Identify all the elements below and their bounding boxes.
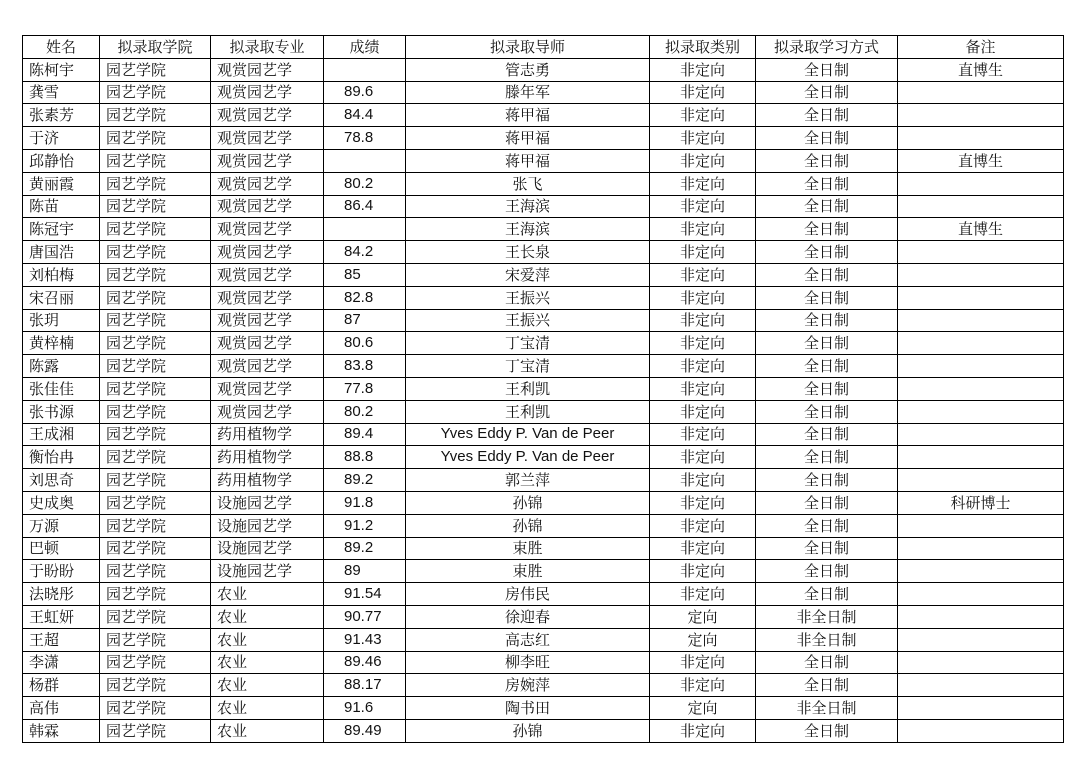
cell-name: 张玥 — [23, 309, 100, 332]
cell-category: 非定向 — [650, 719, 756, 742]
cell-category: 非定向 — [650, 583, 756, 606]
cell-score: 80.2 — [324, 400, 406, 423]
cell-major: 观赏园艺学 — [211, 400, 324, 423]
cell-name: 于济 — [23, 127, 100, 150]
table-row — [23, 491, 1064, 514]
table-row — [23, 355, 1064, 378]
cell-category: 非定向 — [650, 537, 756, 560]
cell-score: 89.2 — [324, 537, 406, 560]
table-row — [23, 104, 1064, 127]
cell-name: 法晓彤 — [23, 583, 100, 606]
cell-advisor: Yves Eddy P. Van de Peer — [406, 446, 650, 469]
cell-study-mode: 全日制 — [756, 286, 898, 309]
cell-remark — [898, 446, 1064, 469]
cell-score: 87 — [324, 309, 406, 332]
table-row — [23, 263, 1064, 286]
table-row — [23, 446, 1064, 469]
cell-study-mode: 全日制 — [756, 58, 898, 81]
cell-study-mode: 全日制 — [756, 400, 898, 423]
cell-remark — [898, 377, 1064, 400]
cell-category: 非定向 — [650, 81, 756, 104]
cell-name: 黄丽霞 — [23, 172, 100, 195]
cell-remark — [898, 241, 1064, 264]
cell-college: 园艺学院 — [100, 172, 211, 195]
header-category: 拟录取类别 — [650, 36, 756, 59]
table-row — [23, 719, 1064, 742]
cell-advisor: Yves Eddy P. Van de Peer — [406, 423, 650, 446]
cell-category: 非定向 — [650, 355, 756, 378]
table-row — [23, 583, 1064, 606]
cell-study-mode: 全日制 — [756, 149, 898, 172]
cell-study-mode: 全日制 — [756, 104, 898, 127]
cell-category: 非定向 — [650, 491, 756, 514]
cell-score: 80.6 — [324, 332, 406, 355]
cell-score: 91.8 — [324, 491, 406, 514]
cell-name: 宋召丽 — [23, 286, 100, 309]
cell-advisor: 王长泉 — [406, 241, 650, 264]
cell-major: 观赏园艺学 — [211, 332, 324, 355]
cell-remark — [898, 127, 1064, 150]
cell-name: 巴顿 — [23, 537, 100, 560]
cell-name: 张佳佳 — [23, 377, 100, 400]
cell-score: 89 — [324, 560, 406, 583]
header-major: 拟录取专业 — [211, 36, 324, 59]
cell-score: 91.43 — [324, 628, 406, 651]
cell-advisor: 孙锦 — [406, 514, 650, 537]
cell-advisor: 蒋甲福 — [406, 127, 650, 150]
cell-college: 园艺学院 — [100, 537, 211, 560]
cell-advisor: 徐迎春 — [406, 605, 650, 628]
cell-study-mode: 全日制 — [756, 514, 898, 537]
cell-category: 非定向 — [650, 446, 756, 469]
cell-major: 观赏园艺学 — [211, 218, 324, 241]
cell-remark — [898, 423, 1064, 446]
cell-remark — [898, 560, 1064, 583]
cell-category: 非定向 — [650, 104, 756, 127]
cell-college: 园艺学院 — [100, 674, 211, 697]
table-row — [23, 651, 1064, 674]
cell-score: 80.2 — [324, 172, 406, 195]
cell-category: 定向 — [650, 697, 756, 720]
cell-score: 90.77 — [324, 605, 406, 628]
cell-name: 黄梓楠 — [23, 332, 100, 355]
cell-study-mode: 全日制 — [756, 263, 898, 286]
cell-college: 园艺学院 — [100, 58, 211, 81]
cell-category: 非定向 — [650, 514, 756, 537]
cell-major: 设施园艺学 — [211, 514, 324, 537]
cell-advisor: 滕年军 — [406, 81, 650, 104]
cell-college: 园艺学院 — [100, 560, 211, 583]
table-row — [23, 218, 1064, 241]
cell-study-mode: 全日制 — [756, 423, 898, 446]
cell-major: 观赏园艺学 — [211, 286, 324, 309]
cell-name: 王超 — [23, 628, 100, 651]
cell-advisor: 蒋甲福 — [406, 149, 650, 172]
cell-college: 园艺学院 — [100, 469, 211, 492]
table-row — [23, 309, 1064, 332]
cell-remark — [898, 195, 1064, 218]
cell-score: 89.6 — [324, 81, 406, 104]
cell-study-mode: 全日制 — [756, 491, 898, 514]
cell-score — [324, 149, 406, 172]
table-row — [23, 514, 1064, 537]
cell-remark — [898, 537, 1064, 560]
cell-college: 园艺学院 — [100, 583, 211, 606]
cell-study-mode: 非全日制 — [756, 628, 898, 651]
cell-remark — [898, 651, 1064, 674]
cell-study-mode: 全日制 — [756, 81, 898, 104]
cell-category: 非定向 — [650, 377, 756, 400]
cell-study-mode: 全日制 — [756, 218, 898, 241]
table-row — [23, 469, 1064, 492]
cell-major: 农业 — [211, 651, 324, 674]
cell-study-mode: 全日制 — [756, 241, 898, 264]
cell-college: 园艺学院 — [100, 514, 211, 537]
cell-study-mode: 全日制 — [756, 172, 898, 195]
cell-name: 刘思奇 — [23, 469, 100, 492]
cell-study-mode: 全日制 — [756, 583, 898, 606]
cell-name: 韩霖 — [23, 719, 100, 742]
cell-study-mode: 全日制 — [756, 377, 898, 400]
cell-major: 药用植物学 — [211, 423, 324, 446]
cell-score — [324, 218, 406, 241]
cell-college: 园艺学院 — [100, 377, 211, 400]
cell-remark: 直博生 — [898, 218, 1064, 241]
table-row — [23, 537, 1064, 560]
cell-name: 张书源 — [23, 400, 100, 423]
table-row — [23, 81, 1064, 104]
cell-advisor: 王振兴 — [406, 286, 650, 309]
cell-advisor: 柳李旺 — [406, 651, 650, 674]
table-row — [23, 605, 1064, 628]
cell-category: 定向 — [650, 628, 756, 651]
cell-category: 非定向 — [650, 332, 756, 355]
cell-category: 非定向 — [650, 263, 756, 286]
cell-score: 91.2 — [324, 514, 406, 537]
cell-category: 非定向 — [650, 127, 756, 150]
cell-category: 非定向 — [650, 674, 756, 697]
cell-remark — [898, 286, 1064, 309]
cell-college: 园艺学院 — [100, 332, 211, 355]
cell-college: 园艺学院 — [100, 195, 211, 218]
cell-college: 园艺学院 — [100, 149, 211, 172]
cell-remark: 直博生 — [898, 149, 1064, 172]
cell-score: 78.8 — [324, 127, 406, 150]
cell-advisor: 王海滨 — [406, 218, 650, 241]
cell-advisor: 丁宝清 — [406, 332, 650, 355]
cell-major: 药用植物学 — [211, 446, 324, 469]
header-advisor: 拟录取导师 — [406, 36, 650, 59]
cell-major: 观赏园艺学 — [211, 149, 324, 172]
cell-category: 非定向 — [650, 149, 756, 172]
cell-remark — [898, 674, 1064, 697]
cell-college: 园艺学院 — [100, 605, 211, 628]
cell-advisor: 宋爱萍 — [406, 263, 650, 286]
cell-score: 91.54 — [324, 583, 406, 606]
cell-college: 园艺学院 — [100, 491, 211, 514]
cell-advisor: 高志红 — [406, 628, 650, 651]
cell-advisor: 王利凯 — [406, 377, 650, 400]
cell-college: 园艺学院 — [100, 286, 211, 309]
cell-advisor: 孙锦 — [406, 491, 650, 514]
cell-major: 农业 — [211, 697, 324, 720]
cell-remark — [898, 355, 1064, 378]
cell-name: 高伟 — [23, 697, 100, 720]
cell-advisor: 房婉萍 — [406, 674, 650, 697]
cell-score: 88.17 — [324, 674, 406, 697]
cell-score: 89.46 — [324, 651, 406, 674]
table-row — [23, 195, 1064, 218]
cell-score: 88.8 — [324, 446, 406, 469]
cell-category: 非定向 — [650, 560, 756, 583]
cell-advisor: 束胜 — [406, 537, 650, 560]
table-row — [23, 628, 1064, 651]
table-row — [23, 127, 1064, 150]
cell-name: 李潇 — [23, 651, 100, 674]
cell-major: 设施园艺学 — [211, 537, 324, 560]
cell-advisor: 王海滨 — [406, 195, 650, 218]
table-row — [23, 332, 1064, 355]
cell-category: 非定向 — [650, 58, 756, 81]
table-row — [23, 400, 1064, 423]
cell-college: 园艺学院 — [100, 263, 211, 286]
cell-study-mode: 全日制 — [756, 355, 898, 378]
cell-advisor: 王振兴 — [406, 309, 650, 332]
header-study-mode: 拟录取学习方式 — [756, 36, 898, 59]
cell-major: 药用植物学 — [211, 469, 324, 492]
cell-major: 观赏园艺学 — [211, 377, 324, 400]
cell-major: 观赏园艺学 — [211, 355, 324, 378]
cell-remark — [898, 104, 1064, 127]
table-row — [23, 286, 1064, 309]
cell-advisor: 王利凯 — [406, 400, 650, 423]
table-body — [23, 36, 1064, 743]
cell-advisor: 房伟民 — [406, 583, 650, 606]
admission-table — [22, 35, 1064, 743]
cell-remark: 科研博士 — [898, 491, 1064, 514]
header-score: 成绩 — [324, 36, 406, 59]
cell-advisor: 陶书田 — [406, 697, 650, 720]
cell-name: 唐国浩 — [23, 241, 100, 264]
cell-score: 91.6 — [324, 697, 406, 720]
cell-study-mode: 全日制 — [756, 446, 898, 469]
cell-remark — [898, 263, 1064, 286]
cell-college: 园艺学院 — [100, 81, 211, 104]
cell-major: 观赏园艺学 — [211, 58, 324, 81]
cell-major: 设施园艺学 — [211, 560, 324, 583]
header-name: 姓名 — [23, 36, 100, 59]
cell-remark — [898, 400, 1064, 423]
cell-college: 园艺学院 — [100, 719, 211, 742]
header-row — [23, 36, 1064, 59]
cell-advisor: 郭兰萍 — [406, 469, 650, 492]
cell-remark — [898, 332, 1064, 355]
cell-major: 观赏园艺学 — [211, 309, 324, 332]
cell-remark — [898, 309, 1064, 332]
cell-college: 园艺学院 — [100, 697, 211, 720]
cell-name: 刘柏梅 — [23, 263, 100, 286]
table-row — [23, 58, 1064, 81]
cell-college: 园艺学院 — [100, 423, 211, 446]
table-row — [23, 560, 1064, 583]
cell-remark — [898, 697, 1064, 720]
cell-study-mode: 全日制 — [756, 674, 898, 697]
cell-category: 非定向 — [650, 309, 756, 332]
cell-college: 园艺学院 — [100, 355, 211, 378]
cell-name: 史成奥 — [23, 491, 100, 514]
cell-advisor: 蒋甲福 — [406, 104, 650, 127]
cell-study-mode: 全日制 — [756, 127, 898, 150]
cell-major: 农业 — [211, 674, 324, 697]
table-row — [23, 149, 1064, 172]
cell-college: 园艺学院 — [100, 400, 211, 423]
cell-category: 非定向 — [650, 172, 756, 195]
cell-category: 非定向 — [650, 469, 756, 492]
cell-remark — [898, 583, 1064, 606]
cell-score — [324, 58, 406, 81]
cell-advisor: 张飞 — [406, 172, 650, 195]
cell-name: 衡怡冉 — [23, 446, 100, 469]
table-row — [23, 674, 1064, 697]
cell-remark — [898, 628, 1064, 651]
cell-college: 园艺学院 — [100, 446, 211, 469]
cell-name: 张素芳 — [23, 104, 100, 127]
cell-category: 非定向 — [650, 400, 756, 423]
cell-college: 园艺学院 — [100, 309, 211, 332]
cell-study-mode: 非全日制 — [756, 697, 898, 720]
cell-remark — [898, 605, 1064, 628]
cell-category: 非定向 — [650, 218, 756, 241]
cell-score: 86.4 — [324, 195, 406, 218]
cell-category: 定向 — [650, 605, 756, 628]
cell-major: 观赏园艺学 — [211, 172, 324, 195]
cell-category: 非定向 — [650, 241, 756, 264]
cell-advisor: 丁宝清 — [406, 355, 650, 378]
cell-score: 89.49 — [324, 719, 406, 742]
cell-college: 园艺学院 — [100, 241, 211, 264]
cell-remark — [898, 81, 1064, 104]
cell-study-mode: 全日制 — [756, 537, 898, 560]
cell-remark — [898, 514, 1064, 537]
cell-college: 园艺学院 — [100, 218, 211, 241]
cell-score: 82.8 — [324, 286, 406, 309]
cell-study-mode: 全日制 — [756, 560, 898, 583]
cell-name: 王虹妍 — [23, 605, 100, 628]
cell-study-mode: 全日制 — [756, 195, 898, 218]
cell-major: 观赏园艺学 — [211, 195, 324, 218]
cell-college: 园艺学院 — [100, 127, 211, 150]
cell-study-mode: 全日制 — [756, 719, 898, 742]
cell-major: 观赏园艺学 — [211, 263, 324, 286]
cell-name: 杨群 — [23, 674, 100, 697]
cell-study-mode: 全日制 — [756, 332, 898, 355]
cell-category: 非定向 — [650, 651, 756, 674]
cell-major: 农业 — [211, 628, 324, 651]
cell-major: 观赏园艺学 — [211, 104, 324, 127]
cell-college: 园艺学院 — [100, 628, 211, 651]
table-row — [23, 172, 1064, 195]
cell-major: 农业 — [211, 719, 324, 742]
cell-remark — [898, 469, 1064, 492]
table-row — [23, 241, 1064, 264]
cell-advisor: 管志勇 — [406, 58, 650, 81]
cell-score: 83.8 — [324, 355, 406, 378]
cell-remark — [898, 719, 1064, 742]
cell-score: 89.4 — [324, 423, 406, 446]
table-row — [23, 377, 1064, 400]
cell-major: 农业 — [211, 583, 324, 606]
cell-category: 非定向 — [650, 195, 756, 218]
cell-category: 非定向 — [650, 423, 756, 446]
cell-name: 陈柯宇 — [23, 58, 100, 81]
cell-score: 84.2 — [324, 241, 406, 264]
cell-college: 园艺学院 — [100, 104, 211, 127]
cell-score: 85 — [324, 263, 406, 286]
cell-score: 84.4 — [324, 104, 406, 127]
cell-study-mode: 全日制 — [756, 651, 898, 674]
cell-major: 观赏园艺学 — [211, 127, 324, 150]
cell-name: 万源 — [23, 514, 100, 537]
cell-advisor: 束胜 — [406, 560, 650, 583]
table-row — [23, 423, 1064, 446]
cell-score: 89.2 — [324, 469, 406, 492]
cell-name: 邱静怡 — [23, 149, 100, 172]
cell-name: 陈冠宇 — [23, 218, 100, 241]
cell-name: 于盼盼 — [23, 560, 100, 583]
cell-category: 非定向 — [650, 286, 756, 309]
admission-sheet — [22, 35, 1064, 743]
cell-major: 观赏园艺学 — [211, 241, 324, 264]
header-remark: 备注 — [898, 36, 1064, 59]
cell-name: 陈苗 — [23, 195, 100, 218]
cell-study-mode: 全日制 — [756, 309, 898, 332]
cell-remark — [898, 172, 1064, 195]
cell-name: 陈露 — [23, 355, 100, 378]
cell-major: 观赏园艺学 — [211, 81, 324, 104]
cell-name: 龚雪 — [23, 81, 100, 104]
cell-score: 77.8 — [324, 377, 406, 400]
header-college: 拟录取学院 — [100, 36, 211, 59]
cell-advisor: 孙锦 — [406, 719, 650, 742]
cell-major: 农业 — [211, 605, 324, 628]
cell-major: 设施园艺学 — [211, 491, 324, 514]
cell-remark: 直博生 — [898, 58, 1064, 81]
table-row — [23, 697, 1064, 720]
cell-name: 王成湘 — [23, 423, 100, 446]
cell-study-mode: 全日制 — [756, 469, 898, 492]
cell-college: 园艺学院 — [100, 651, 211, 674]
cell-study-mode: 非全日制 — [756, 605, 898, 628]
